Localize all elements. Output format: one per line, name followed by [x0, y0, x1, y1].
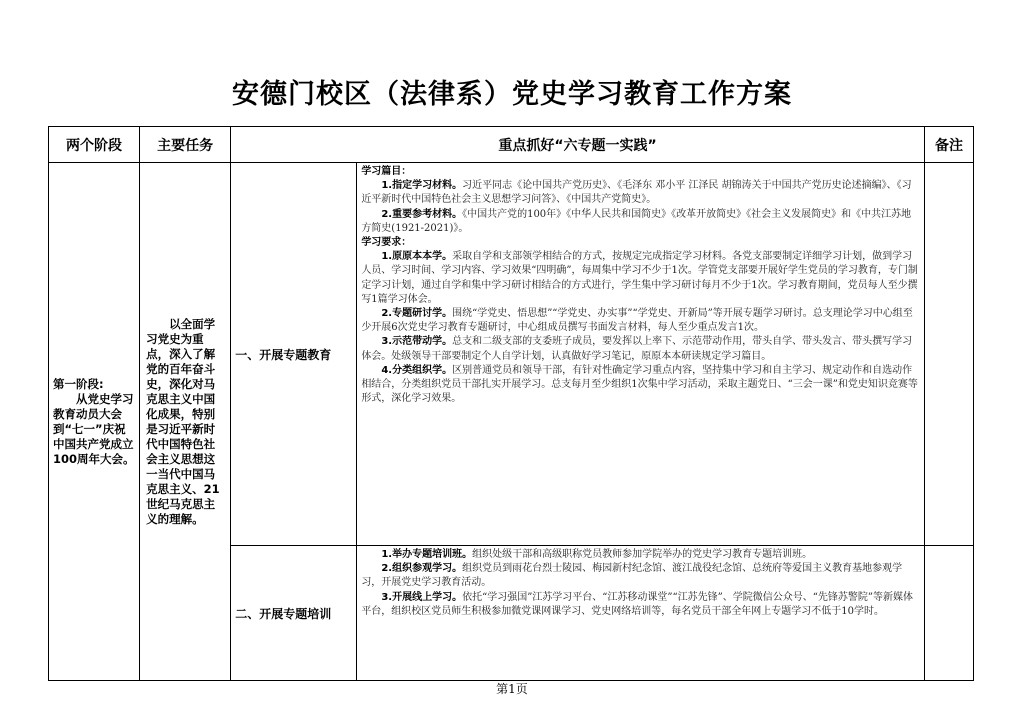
paragraph: 1.原原本本学。采取自学和支部领学相结合的方式，按规定完成指定学习材料。各党支部要制定详细学习计划，做到学习人员、学习时间、学习内容、学习效果“四明确”，每周集中学习不少于1次。学管党支部要开展好学生党员的学习教育，专门制定学习计划，通过自学和集中学习研讨相结合的方式进行，学生集中学习研讨每月不少于1次。学习教育期间，党员每人至少撰写1篇学习体会。: [361, 251, 918, 305]
heading-req: 学习要求：: [361, 237, 412, 249]
plan-table: [48, 126, 974, 681]
header-focus: 重点抓好“六专题一实践”: [231, 127, 925, 163]
header-remarks: 备注: [924, 127, 973, 163]
stage-text: 从党史学习教育动员大会到“七一”庆祝中国共产党成立100周年大会。: [53, 391, 135, 466]
paragraph: 2.重要参考材料。《中国共产党的100年》《中华人民共和国简史》《改革开放简史》《社会主义发展简史》和《中共江苏地方简史(1921-2021)》。: [361, 208, 912, 234]
table-header-row: [49, 127, 974, 163]
paragraph: 1.指定学习材料。习近平同志《论中国共产党历史》、《毛泽东 邓小平 江泽民 胡锦涛关于中国共产党历史论述摘编》、《习近平新时代中国特色社会主义思想学习问答》、《中国共产党简史》。: [361, 180, 912, 206]
section-content-1: [357, 163, 925, 546]
header-stages: 两个阶段: [49, 127, 140, 163]
remark-cell-2: [924, 546, 973, 681]
paragraph: 1.举办专题培训班。组织处级干部和高级职称党员教师参加学院举办的党史学习教育专题培训班。: [381, 549, 813, 560]
page-number: 第1页: [496, 682, 528, 696]
paragraph: 2.组织参观学习。组织党员到雨花台烈士陵园、梅园新村纪念馆、渡江战役纪念馆、总统府等爱国主义教育基地参观学习，开展党史学习教育活动。: [361, 563, 903, 589]
section-content-2: [357, 546, 925, 681]
section-name-2: 二、开展专题培训: [231, 546, 357, 681]
paragraph: 3.示范带动学。总支和二级支部的支委班子成员，要发挥以上率下、示范带动作用，带头自学、带头发言、带头撰写学习体会。处级领导干部要制定个人自学计划，认真做好学习笔记，原原本本研读规定学习篇目。: [361, 336, 913, 362]
remark-cell-1: [924, 163, 973, 546]
paragraph: 4.分类组织学。区别普通党员和领导干部，有针对性确定学习重点内容，坚持集中学习和自主学习、规定动作和自选动作相结合，分类组织党员干部扎实开展学习。总支每月至少组织1次集中学习活动，采取主题党日、“三会一课”和党史知识竞赛等形式，深化学习效果。: [361, 364, 918, 405]
stage-cell: [49, 163, 140, 681]
task-text: 以全面学习党史为重点，深入了解党的百年奋斗史，深化对马克思主义中国化成果，特别是习近平新时代中国特色社会主义思想这一当代中国马克思主义、21世纪马克思主义的理解。: [146, 316, 220, 526]
document-title: 安德门校区（法律系）党史学习教育工作方案: [232, 79, 792, 110]
paragraph: 2.专题研讨学。围绕“学党史、悟思想”“学党史、办实事”“学党史、开新局”等开展专题学习研讨。总支理论学习中心组至少开展6次党史学习教育专题研讨，中心组成员撰写书面发言材料，每人至少重点发言1次。: [361, 308, 913, 334]
header-tasks: 主要任务: [140, 127, 231, 163]
table-row: [49, 163, 974, 546]
stage-label: 第一阶段:: [53, 376, 104, 391]
heading-pian: 学习篇目：: [361, 166, 412, 177]
task-cell: [140, 163, 231, 681]
section-name-1: 一、开展专题教育: [231, 163, 357, 546]
paragraph: 3.开展线上学习。依托“学习强国”江苏学习平台、“江苏移动课堂”“江苏先锋”、学院微信公众号、“先锋苏警院”等新媒体平台，组织校区党员师生积极参加微党课网课学习、党史网络培训等，每名党员干部全年网上专题学习不低于10学时。: [361, 591, 913, 617]
